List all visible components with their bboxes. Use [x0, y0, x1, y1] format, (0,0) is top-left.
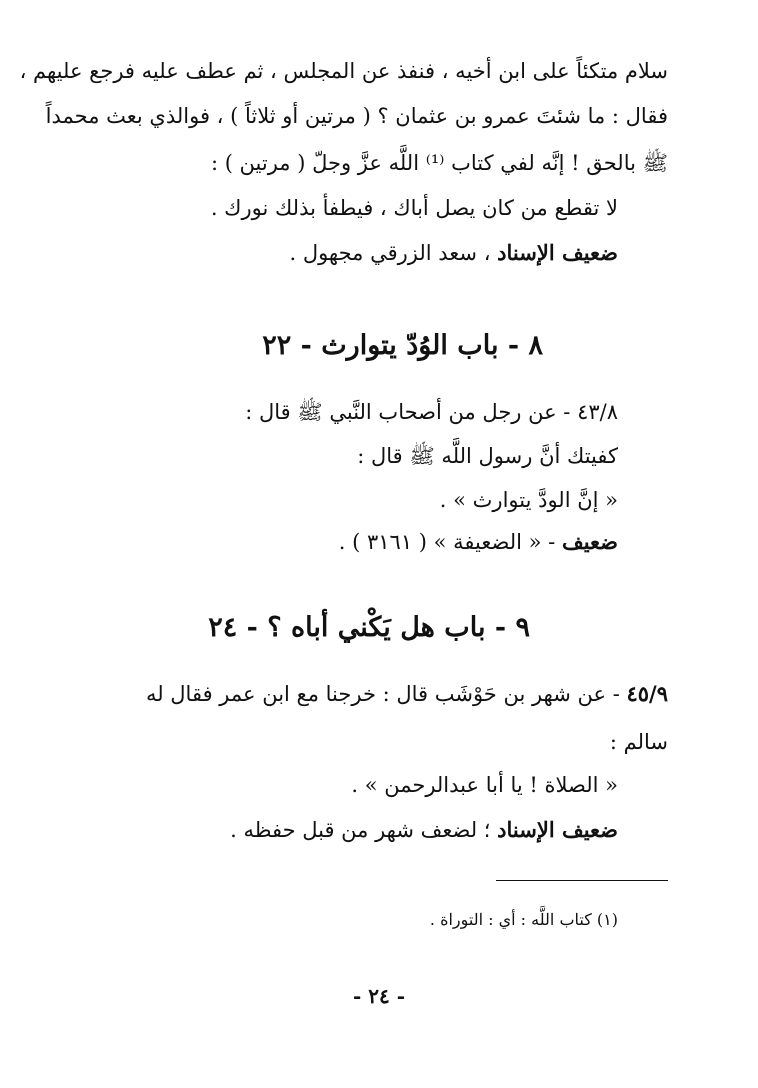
paragraph-line: ﷺ بالحق ! إنَّه لفي كتاب ⁽¹⁾ اللَّه عزَّ وجلّ ( مرتين ) :: [210, 151, 668, 175]
page-number: - ٢٤ -: [352, 984, 405, 1008]
grade-label: ضعيف الإسناد: [497, 240, 618, 265]
footnote: (١) كتاب اللَّه : أي : التوراة .: [429, 910, 618, 929]
hadith-number: ٤٥/٩: [626, 681, 668, 706]
grade-line: [230, 815, 618, 845]
hadith-line: ٤٣/٨ - عن رجل من أصحاب النَّبي ﷺ قال :: [245, 400, 618, 424]
grade-label: ضعيف الإسناد: [497, 817, 618, 842]
paragraph-line: سلام متكئاً على ابن أخيه ، فنفذ عن المجلس ، ثم عطف عليه فرجع عليهم ،: [19, 59, 668, 83]
hadith-text: - عن شهر بن حَوْشَب قال : خرجنا مع ابن عمر فقال له: [145, 682, 620, 706]
hadith-line: كفيتك أنَّ رسول اللَّه ﷺ قال :: [357, 444, 618, 468]
section-heading: ٩ - باب هل يَكْني أباه ؟ - ٢٤: [208, 612, 530, 643]
hadith-line: « الصلاة ! يا أبا عبدالرحمن » .: [351, 773, 618, 797]
hadith-line: سالم :: [609, 730, 668, 754]
grade-line: [339, 527, 618, 557]
paragraph-line: لا تقطع من كان يصل أباك ، فيطفأ بذلك نورك .: [210, 196, 618, 220]
section-heading: ٨ - باب الوُدّ يتوارث - ٢٢: [262, 330, 543, 361]
hadith-line: « إنَّ الودَّ يتوارث » .: [439, 488, 618, 512]
grade-text: - « الضعيفة » ( ٣١٦١ ) .: [338, 530, 556, 554]
grade-text: ؛ لضعف شهر من قبل حفظه .: [230, 818, 491, 842]
paragraph-line: فقال : ما شئتَ عمرو بن عثمان ؟ ( مرتين أو ثلاثاً ) ، فوالذي بعث محمداً: [45, 104, 668, 128]
grade-text: ، سعد الزرقي مجهول .: [289, 241, 491, 265]
footnote-divider: [496, 880, 668, 881]
hadith-line: [146, 679, 668, 709]
grade-label: ضعيف: [561, 529, 618, 554]
grade-line: [289, 238, 618, 268]
